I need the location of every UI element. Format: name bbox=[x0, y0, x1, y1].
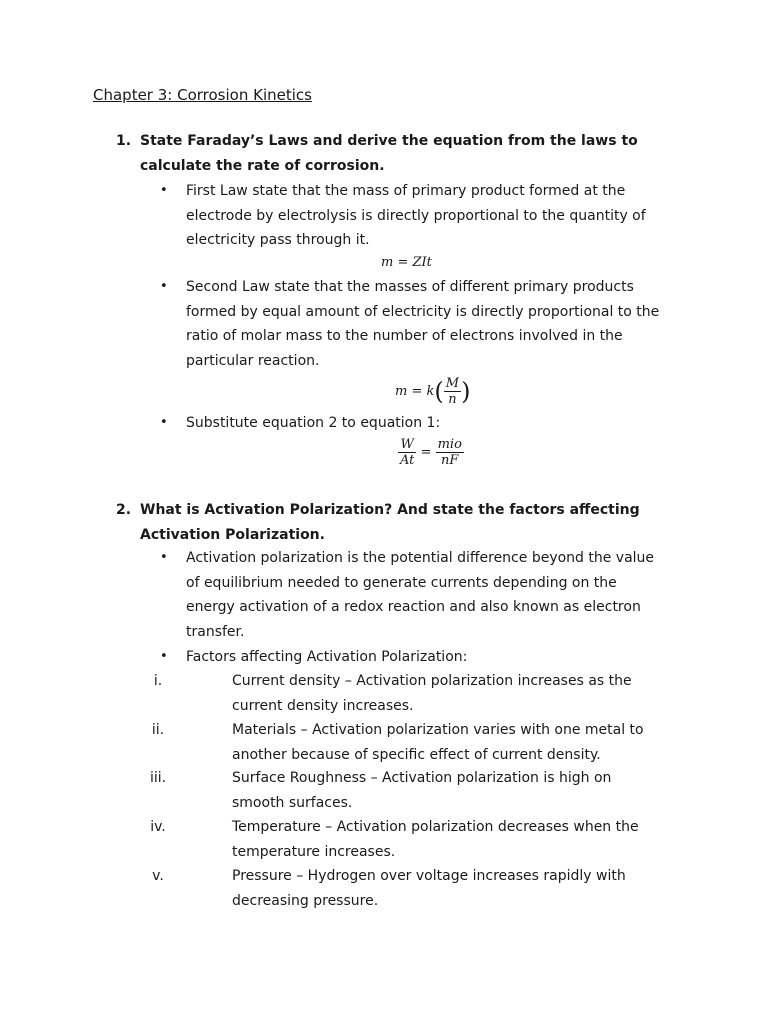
roman-numeral: iii. bbox=[149, 770, 167, 786]
bullet-text: Substitute equation 2 to equation 1: bbox=[186, 415, 441, 431]
list-item bbox=[160, 546, 660, 644]
bullet-icon: • bbox=[160, 649, 168, 664]
equation-corrosion-rate bbox=[398, 437, 464, 468]
bullet-icon: • bbox=[160, 550, 168, 565]
fraction-numerator: mio bbox=[437, 437, 462, 452]
question-1 bbox=[116, 129, 676, 178]
fraction-denominator: nF bbox=[441, 453, 459, 468]
list-item bbox=[160, 411, 660, 436]
list-item bbox=[160, 645, 660, 670]
list-item bbox=[160, 275, 660, 373]
equation-second-law: m = k( $\frac{M}{n}$ ) bbox=[395, 376, 471, 407]
factor-text: Materials – Activation polarization varies with one metal to another because of specific effect of current density. bbox=[232, 722, 644, 763]
equation-first-law: m = ZIt bbox=[381, 255, 432, 270]
factor-text: Surface Roughness – Activation polarization is high on smooth surfaces. bbox=[232, 770, 612, 811]
factor-text: Temperature – Activation polarization decreases when the temperature increases. bbox=[232, 819, 639, 860]
factor-text: Current density – Activation polarization increases as the current density increases. bbox=[232, 673, 632, 714]
equals-sign: = bbox=[420, 445, 432, 460]
fraction-right bbox=[436, 437, 464, 468]
question-text: What is Activation Polarization? And state the factors affecting Activation Polarization. bbox=[140, 502, 640, 543]
bullet-text: Second Law state that the masses of different primary products formed by equal amount of electricity is directly proportional to the ratio of molar mass to the number of electrons involved in the particular reaction. bbox=[186, 279, 660, 369]
roman-numeral: ii. bbox=[151, 722, 165, 738]
list-item bbox=[160, 179, 660, 253]
roman-numeral: iv. bbox=[150, 819, 166, 835]
roman-numeral: i. bbox=[153, 673, 163, 689]
equation-left: m = k bbox=[395, 384, 435, 399]
fraction-left bbox=[398, 437, 416, 468]
chapter-title: Chapter 3: Corrosion Kinetics bbox=[93, 86, 312, 104]
bullet-icon: • bbox=[160, 183, 168, 198]
factor-text: Pressure – Hydrogen over voltage increases rapidly with decreasing pressure. bbox=[232, 868, 626, 909]
fraction bbox=[444, 376, 461, 407]
fraction-denominator: n bbox=[448, 392, 457, 407]
question-2 bbox=[116, 498, 676, 547]
list-item bbox=[152, 864, 656, 913]
list-item bbox=[149, 766, 656, 815]
fraction-numerator: W bbox=[398, 437, 416, 453]
bullet-icon: • bbox=[160, 279, 168, 294]
list-item bbox=[151, 718, 656, 767]
list-item bbox=[153, 669, 656, 718]
question-number: 2. bbox=[116, 502, 132, 518]
question-text: State Faraday’s Laws and derive the equation from the laws to calculate the rate of corrosion. bbox=[140, 133, 638, 174]
list-item bbox=[150, 815, 656, 864]
roman-numeral: v. bbox=[152, 868, 164, 884]
question-number: 1. bbox=[116, 133, 132, 149]
fraction-numerator: M bbox=[445, 376, 460, 391]
fraction-denominator: At bbox=[400, 453, 415, 468]
bullet-text: First Law state that the mass of primary product formed at the electrode by electrolysis is directly proportional to the quantity of electricity pass through it. bbox=[186, 183, 646, 248]
bullet-text: Activation polarization is the potential difference beyond the value of equilibrium needed to generate currents depending on the energy activation of a redox reaction and also known as electron transfer. bbox=[186, 550, 655, 640]
bullet-icon: • bbox=[160, 415, 168, 430]
bullet-text: Factors affecting Activation Polarization: bbox=[186, 649, 468, 665]
